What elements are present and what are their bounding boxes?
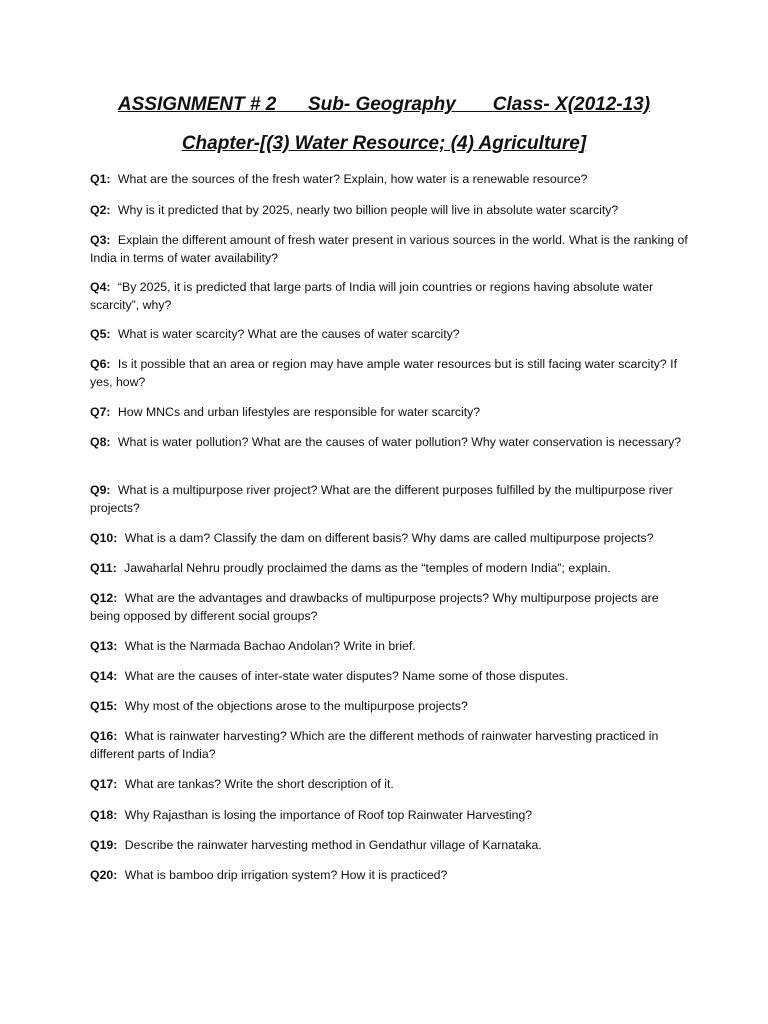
question-item xyxy=(90,170,690,188)
question-number: Q3: xyxy=(90,233,111,247)
question-number: Q18: xyxy=(90,808,118,822)
question-text: How MNCs and urban lifestyles are responsible for water scarcity? xyxy=(117,405,481,419)
question-item xyxy=(90,667,690,685)
question-item xyxy=(90,481,690,517)
question-item xyxy=(90,231,690,267)
chapter-title: Chapter-[(3) Water Resource; (4) Agriculture] xyxy=(181,133,587,154)
question-text: Is it possible that an area or region may have ample water resources but is still facing water scarcity? If yes, how? xyxy=(90,357,677,389)
question-item xyxy=(90,278,690,314)
question-text: What is bamboo drip irrigation system? How it is practiced? xyxy=(124,868,448,882)
question-text: What is rainwater harvesting? Which are the different methods of rainwater harvesting practiced in different parts of India? xyxy=(90,729,659,761)
question-number: Q2: xyxy=(90,203,111,217)
question-item xyxy=(90,775,690,793)
question-text: Jawaharlal Nehru proudly proclaimed the dams as the “temples of modern India”; explain. xyxy=(124,561,611,575)
question-text: What are tankas? Write the short description of it. xyxy=(124,777,394,791)
assignment-title xyxy=(0,94,768,116)
question-item xyxy=(90,806,690,824)
question-text: “By 2025, it is predicted that large parts of India will join countries or regions having absolute water scarcity”, why? xyxy=(90,280,654,312)
question-text: What are the sources of the fresh water? Explain, how water is a renewable resource? xyxy=(117,172,588,186)
question-item xyxy=(90,589,690,625)
assignment-number: ASSIGNMENT # 2 xyxy=(117,94,277,115)
question-item xyxy=(90,836,690,854)
question-text: Why Rajasthan is losing the importance of Roof top Rainwater Harvesting? xyxy=(124,808,533,822)
class-label: Class- X(2012-13) xyxy=(492,94,651,115)
question-number: Q4: xyxy=(90,280,111,294)
question-number: Q10: xyxy=(90,531,118,545)
question-item xyxy=(90,866,690,884)
question-item xyxy=(90,697,690,715)
question-item xyxy=(90,433,690,451)
question-text: What is a multipurpose river project? What are the different purposes fulfilled by the multipurpose river projects? xyxy=(90,483,673,515)
question-number: Q20: xyxy=(90,868,118,882)
question-number: Q1: xyxy=(90,172,111,186)
question-text: Explain the different amount of fresh water present in various sources in the world. What is the ranking of India in terms of water availability? xyxy=(90,233,688,265)
question-text: What are the causes of inter-state water disputes? Name some of those disputes. xyxy=(124,669,569,683)
question-item xyxy=(90,201,690,219)
question-item xyxy=(90,355,690,391)
subject-label: Sub- Geography xyxy=(307,94,456,115)
question-number: Q12: xyxy=(90,591,118,605)
question-item xyxy=(90,559,690,577)
question-item xyxy=(90,325,690,343)
question-text: Why is it predicted that by 2025, nearly two billion people will live in absolute water scarcity? xyxy=(117,203,619,217)
question-text: Describe the rainwater harvesting method in Gendathur village of Karnataka. xyxy=(124,838,542,852)
question-item xyxy=(90,529,690,547)
question-item xyxy=(90,727,690,763)
question-text: What are the advantages and drawbacks of multipurpose projects? Why multipurpose projects are being opposed by different social groups? xyxy=(90,591,659,623)
question-number: Q8: xyxy=(90,435,111,449)
question-text: What is a dam? Classify the dam on different basis? Why dams are called multipurpose projects? xyxy=(124,531,654,545)
question-text: What is water scarcity? What are the causes of water scarcity? xyxy=(117,327,460,341)
question-number: Q6: xyxy=(90,357,111,371)
question-number: Q16: xyxy=(90,729,118,743)
question-text: What is the Narmada Bachao Andolan? Write in brief. xyxy=(124,639,416,653)
question-number: Q19: xyxy=(90,838,118,852)
question-number: Q5: xyxy=(90,327,111,341)
question-number: Q7: xyxy=(90,405,111,419)
question-number: Q14: xyxy=(90,669,118,683)
question-number: Q9: xyxy=(90,483,111,497)
question-item xyxy=(90,403,690,421)
question-number: Q15: xyxy=(90,699,118,713)
question-number: Q13: xyxy=(90,639,118,653)
question-text: What is water pollution? What are the causes of water pollution? Why water conservation is necessary? xyxy=(117,435,682,449)
question-number: Q11: xyxy=(90,561,117,575)
question-text: Why most of the objections arose to the multipurpose projects? xyxy=(124,699,468,713)
question-item xyxy=(90,637,690,655)
question-number: Q17: xyxy=(90,777,118,791)
